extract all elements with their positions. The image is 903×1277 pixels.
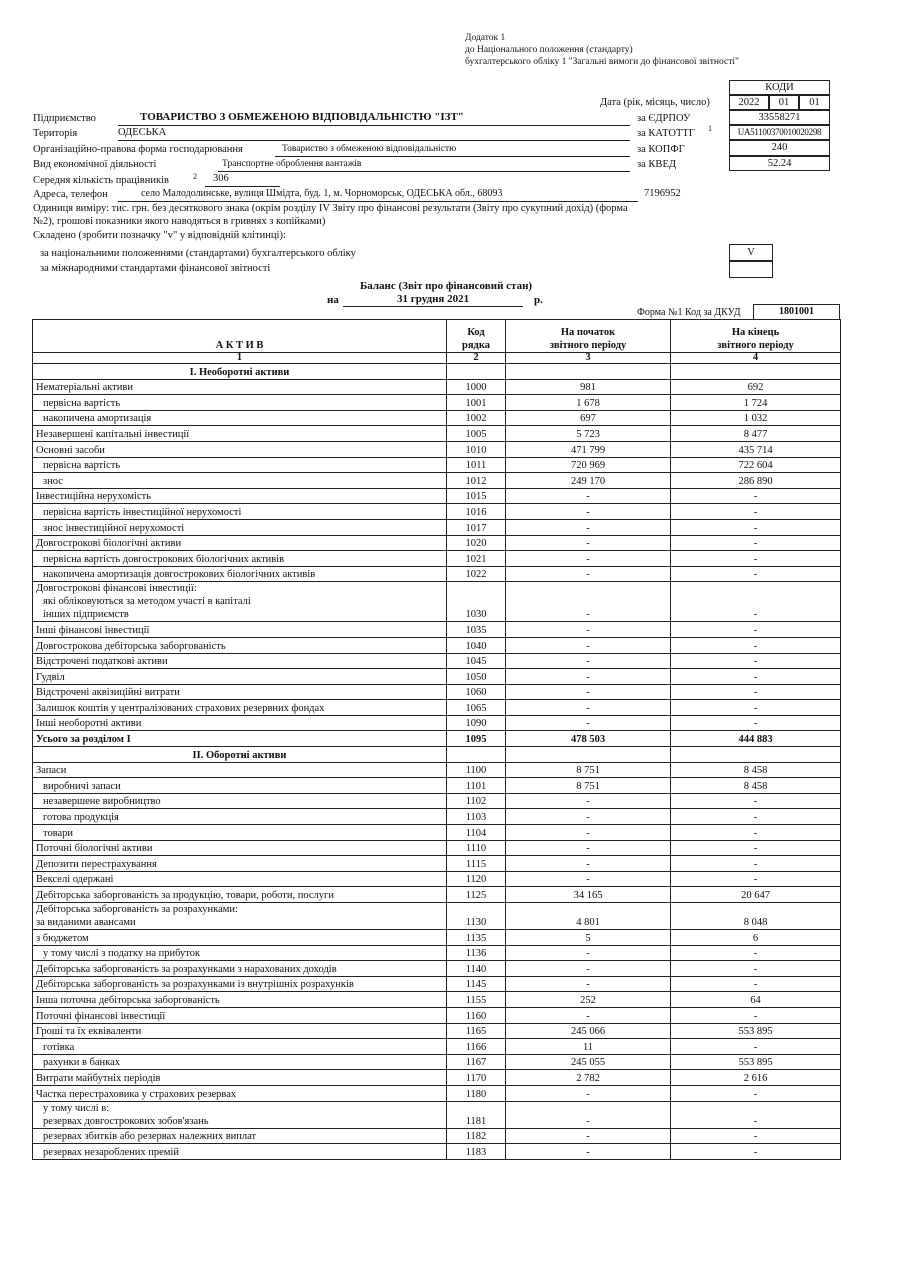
row-code: 1022 [447,566,506,582]
value-end: - [671,535,841,551]
row-code: 1125 [447,887,506,903]
row-code: 1021 [447,551,506,567]
row-code: 1181 [447,1101,506,1128]
value-end: 2 616 [671,1070,841,1086]
row-code: 1182 [447,1128,506,1144]
section-title: ІІ. Оборотні активи [33,747,447,763]
row-code: 1103 [447,809,506,825]
activity-value: Транспортне оброблення вантажів [222,159,362,169]
row-label: Дебіторська заборгованість за розрахунками: за виданими авансами [33,903,447,930]
row-code: 1001 [447,395,506,411]
value-begin: - [506,653,671,669]
row-code: 1101 [447,778,506,794]
value-begin: - [506,1128,671,1144]
row-code: 1065 [447,700,506,716]
report-title: Баланс (Звіт про фінансовий стан) [360,280,533,292]
value-end: - [671,1007,841,1023]
row-label: Частка перестраховика у страхових резервах [33,1085,447,1101]
value-end: - [671,976,841,992]
value-begin: 981 [506,379,671,395]
table-row [33,519,841,535]
katottg-note: 1 [708,124,712,133]
table-row [33,1144,841,1160]
balance-table [32,319,841,1160]
value-begin: 252 [506,992,671,1008]
value-begin: 8 751 [506,762,671,778]
value-begin: - [506,1085,671,1101]
table-row [33,582,841,622]
compiled-international-checkbox[interactable] [729,261,773,278]
form-code: 1801001 [753,304,840,320]
value-begin: - [506,809,671,825]
row-code: 1012 [447,473,506,489]
table-row [33,731,841,747]
table-row [33,778,841,794]
row-label: рахунки в банках [33,1054,447,1070]
value-end: 8 458 [671,762,841,778]
table-row [33,504,841,520]
row-code: 1170 [447,1070,506,1086]
empty-cell [447,747,506,763]
row-code: 1115 [447,856,506,872]
empty-cell [506,364,671,380]
row-code: 1045 [447,653,506,669]
value-begin: - [506,1144,671,1160]
empty-cell [447,364,506,380]
row-label: Поточні фінансові інвестиції [33,1007,447,1023]
phone-value: 7196952 [644,188,681,199]
value-begin: - [506,700,671,716]
value-end: 1 032 [671,410,841,426]
row-label: товари [33,825,447,841]
value-end: - [671,1085,841,1101]
row-code: 1165 [447,1023,506,1039]
value-end: 8 477 [671,426,841,442]
row-code: 1050 [447,669,506,685]
table-row [33,1070,841,1086]
row-code: 1160 [447,1007,506,1023]
row-code: 1145 [447,976,506,992]
table-row [33,379,841,395]
row-label: Усього за розділом І [33,731,447,747]
row-label: Інвестиційна нерухомість [33,488,447,504]
table-row [33,551,841,567]
value-begin: - [506,535,671,551]
table-row [33,793,841,809]
table-row [33,457,841,473]
value-begin: 249 170 [506,473,671,489]
value-begin: 2 782 [506,1070,671,1086]
row-code: 1040 [447,637,506,653]
row-code: 1090 [447,715,506,731]
value-end: - [671,566,841,582]
table-row [33,473,841,489]
value-begin: 4 801 [506,903,671,930]
row-label: з бюджетом [33,930,447,946]
value-end: - [671,809,841,825]
row-label: Довгострокові біологічні активи [33,535,447,551]
table-row [33,395,841,411]
address-value: село Малодолинське, вулиця Шмідта, буд. 1, м. Чорноморськ, ОДЕСЬКА обл., 68093 [141,188,503,199]
row-code: 1010 [447,441,506,457]
value-begin: - [506,976,671,992]
row-label: Поточні біологічні активи [33,840,447,856]
codes-header: КОДИ [729,80,830,95]
kopfg-label: за КОПФГ [637,144,685,155]
value-end: - [671,684,841,700]
value-end: 8 048 [671,903,841,930]
row-code: 1000 [447,379,506,395]
value-end: - [671,840,841,856]
row-label: первісна вартість [33,395,447,411]
value-end: 8 458 [671,778,841,794]
employees-value: 306 [213,173,229,184]
table-row [33,1128,841,1144]
table-row [33,992,841,1008]
row-code: 1016 [447,504,506,520]
header-num-4: 4 [671,353,841,364]
row-code: 1017 [447,519,506,535]
value-end: - [671,504,841,520]
row-code: 1130 [447,903,506,930]
value-end: - [671,715,841,731]
value-begin: 8 751 [506,778,671,794]
value-begin: - [506,945,671,961]
table-row [33,669,841,685]
edrpou-value: 33558271 [729,110,830,125]
value-end: - [671,669,841,685]
value-begin: 5 [506,930,671,946]
value-begin: - [506,715,671,731]
row-code: 1102 [447,793,506,809]
value-begin: 245 066 [506,1023,671,1039]
address-label: Адреса, телефон [33,189,108,200]
legal-form-value: Товариство з обмеженою відповідальністю [282,144,457,154]
value-begin: - [506,793,671,809]
compiled-national-checkbox[interactable]: V [729,244,773,261]
value-end: 692 [671,379,841,395]
value-begin: - [506,488,671,504]
form-label: Форма №1 Код за ДКУД [637,307,741,318]
row-code: 1095 [447,731,506,747]
row-code: 1020 [447,535,506,551]
date-label: Дата (рік, місяць, число) [600,97,710,108]
table-row [33,1101,841,1128]
table-row [33,535,841,551]
appendix-line-1: Додаток 1 [465,33,506,43]
table-row [33,410,841,426]
table-row [33,961,841,977]
row-label: первісна вартість [33,457,447,473]
row-label: Гроші та їх еквіваленти [33,1023,447,1039]
value-end: 444 883 [671,731,841,747]
value-end: - [671,1144,841,1160]
table-row [33,715,841,731]
value-end: - [671,582,841,622]
katottg-value: UA51100370010020298 [729,125,830,140]
report-date: 31 грудня 2021 [397,293,470,305]
table-row [33,426,841,442]
row-label: Відстрочені аквізиційні витрати [33,684,447,700]
units-line-2: №2), грошові показники якого наводяться в гривнях з копійками) [33,216,326,227]
value-end: - [671,622,841,638]
value-end: - [671,488,841,504]
table-row [33,762,841,778]
value-begin: - [506,871,671,887]
table-row [33,1023,841,1039]
section-title: І. Необоротні активи [33,364,447,380]
value-begin: 471 799 [506,441,671,457]
row-label: виробничі запаси [33,778,447,794]
table-row [33,653,841,669]
row-label: первісна вартість довгострокових біологічних активів [33,551,447,567]
row-code: 1110 [447,840,506,856]
row-code: 1167 [447,1054,506,1070]
row-label: Депозити перестрахування [33,856,447,872]
row-label: Довгострокові фінансові інвестиції: які обліковуються за методом участі в капіталі інших підприємств [33,582,447,622]
row-label: Витрати майбутніх періодів [33,1070,447,1086]
legal-form-label: Організаційно-правова форма господарювання [33,144,243,155]
activity-label: Вид економічної діяльності [33,159,157,170]
table-row [33,1039,841,1055]
table-row [33,903,841,930]
value-begin: 720 969 [506,457,671,473]
value-begin: - [506,551,671,567]
row-code: 1104 [447,825,506,841]
header-num-3: 3 [506,353,671,364]
row-label: накопичена амортизація [33,410,447,426]
row-label: Основні засоби [33,441,447,457]
table-row [33,441,841,457]
territory-label: Територія [33,128,78,139]
table-row [33,976,841,992]
compiled-label: Складено (зробити позначку "v" у відповідній клітинці): [33,230,286,241]
edrpou-label: за ЄДРПОУ [637,113,691,124]
value-begin: - [506,637,671,653]
date-year: 2022 [729,95,769,110]
row-label: резервах збитків або резервах належних виплат [33,1128,447,1144]
row-label: первісна вартість інвестиційної нерухомості [33,504,447,520]
katottg-label: за КАТОТТГ [637,128,695,139]
value-begin: - [506,1101,671,1128]
section-row [33,364,841,380]
table-row [33,825,841,841]
value-end: 6 [671,930,841,946]
row-code: 1011 [447,457,506,473]
value-end: - [671,551,841,567]
enterprise-label: Підприємство [33,113,96,124]
table-row [33,930,841,946]
value-begin: 11 [506,1039,671,1055]
table-row [33,684,841,700]
empty-cell [671,364,841,380]
row-label: Інші необоротні активи [33,715,447,731]
value-begin: 1 678 [506,395,671,411]
enterprise-name: ТОВАРИСТВО З ОБМЕЖЕНОЮ ВІДПОВІДАЛЬНІСТЮ "ІЗТ" [140,111,464,123]
value-begin: - [506,566,671,582]
row-label: Нематеріальні активи [33,379,447,395]
row-code: 1002 [447,410,506,426]
header-asset: А К Т И В [33,320,447,353]
row-code: 1035 [447,622,506,638]
table-row [33,700,841,716]
units-line-1: Одиниця виміру: тис. грн. без десяткового знака (окрім розділу IV Звіту про фінансові результати (Звіту про сукупний дохід) (форма [33,203,628,214]
date-month: 01 [769,95,799,110]
row-label: Залишок коштів у централізованих страхових резервних фондах [33,700,447,716]
value-end: - [671,700,841,716]
value-end: 553 895 [671,1054,841,1070]
row-code: 1166 [447,1039,506,1055]
value-begin: - [506,622,671,638]
row-label: Дебіторська заборгованість за розрахунками із внутрішніх розрахунків [33,976,447,992]
row-label: у тому числі з податку на прибуток [33,945,447,961]
appendix-line-3: бухгалтерського обліку 1 "Загальні вимоги до фінансової звітності" [465,57,739,67]
value-end: 286 890 [671,473,841,489]
header-code: Код рядка [447,320,506,353]
empty-cell [671,747,841,763]
table-row [33,871,841,887]
table-row [33,637,841,653]
value-begin: - [506,825,671,841]
header-end: На кінець звітного періоду [671,320,841,353]
header-num-1: 1 [33,353,447,364]
table-row [33,566,841,582]
value-begin: - [506,684,671,700]
row-label: Гудвіл [33,669,447,685]
table-row [33,1054,841,1070]
value-end: - [671,871,841,887]
value-begin: - [506,504,671,520]
value-begin: 478 503 [506,731,671,747]
value-end: - [671,945,841,961]
value-end: 64 [671,992,841,1008]
value-end: - [671,825,841,841]
value-end: 20 647 [671,887,841,903]
table-row [33,1007,841,1023]
table-row [33,1085,841,1101]
territory-value: ОДЕСЬКА [118,127,167,138]
value-end: 722 604 [671,457,841,473]
table-row [33,488,841,504]
table-row [33,945,841,961]
kopfg-value: 240 [729,140,830,156]
row-label: незавершене виробництво [33,793,447,809]
value-end: - [671,1128,841,1144]
table-row [33,887,841,903]
empty-cell [506,747,671,763]
row-label: Дебіторська заборгованість за продукцію, товари, роботи, послуги [33,887,447,903]
table-row [33,809,841,825]
value-end: 553 895 [671,1023,841,1039]
row-code: 1005 [447,426,506,442]
row-label: знос інвестиційної нерухомості [33,519,447,535]
value-begin: - [506,519,671,535]
value-begin: - [506,840,671,856]
value-end: - [671,653,841,669]
header-num-2: 2 [447,353,506,364]
row-code: 1140 [447,961,506,977]
date-day: 01 [799,95,830,110]
row-label: готівка [33,1039,447,1055]
section-row [33,747,841,763]
report-title-na: на [327,294,339,306]
value-begin: 697 [506,410,671,426]
row-label: резервах незароблених премій [33,1144,447,1160]
row-code: 1030 [447,582,506,622]
row-code: 1135 [447,930,506,946]
compiled-national-label: за національними положеннями (стандартами) бухгалтерського обліку [40,248,356,259]
row-code: 1155 [447,992,506,1008]
header-begin: На початок звітного періоду [506,320,671,353]
row-code: 1100 [447,762,506,778]
compiled-international-label: за міжнародними стандартами фінансової звітності [40,263,271,274]
row-label: Довгострокова дебіторська заборгованість [33,637,447,653]
value-end: - [671,1039,841,1055]
row-label: Дебіторська заборгованість за розрахунками з нарахованих доходів [33,961,447,977]
value-end: - [671,637,841,653]
value-begin: - [506,1007,671,1023]
row-code: 1015 [447,488,506,504]
row-code: 1136 [447,945,506,961]
row-label: у тому числі в: резервах довгострокових зобов'язань [33,1101,447,1128]
value-end: 435 714 [671,441,841,457]
table-row [33,856,841,872]
row-label: Інші фінансові інвестиції [33,622,447,638]
employees-note: 2 [193,172,197,181]
row-label: Запаси [33,762,447,778]
row-label: Незавершені капітальні інвестиції [33,426,447,442]
value-end: 1 724 [671,395,841,411]
value-begin: 34 165 [506,887,671,903]
kved-value: 52.24 [729,156,830,171]
appendix-line-2: до Національного положення (стандарту) [465,45,633,55]
value-begin: - [506,961,671,977]
employees-label: Середня кількість працівників [33,175,169,186]
row-label: Інша поточна дебіторська заборгованість [33,992,447,1008]
report-title-r: р. [534,294,543,306]
table-row [33,840,841,856]
row-code: 1180 [447,1085,506,1101]
row-label: Відстрочені податкові активи [33,653,447,669]
table-row [33,622,841,638]
value-begin: 5 723 [506,426,671,442]
row-code: 1120 [447,871,506,887]
value-begin: 245 055 [506,1054,671,1070]
value-begin: - [506,856,671,872]
value-end: - [671,519,841,535]
value-begin: - [506,669,671,685]
value-begin: - [506,582,671,622]
row-label: готова продукція [33,809,447,825]
kved-label: за КВЕД [637,159,677,170]
value-end: - [671,856,841,872]
value-end: - [671,793,841,809]
row-label: накопичена амортизація довгострокових біологічних активів [33,566,447,582]
value-end: - [671,1101,841,1128]
row-code: 1060 [447,684,506,700]
value-end: - [671,961,841,977]
row-label: Векселі одержані [33,871,447,887]
row-label: знос [33,473,447,489]
row-code: 1183 [447,1144,506,1160]
